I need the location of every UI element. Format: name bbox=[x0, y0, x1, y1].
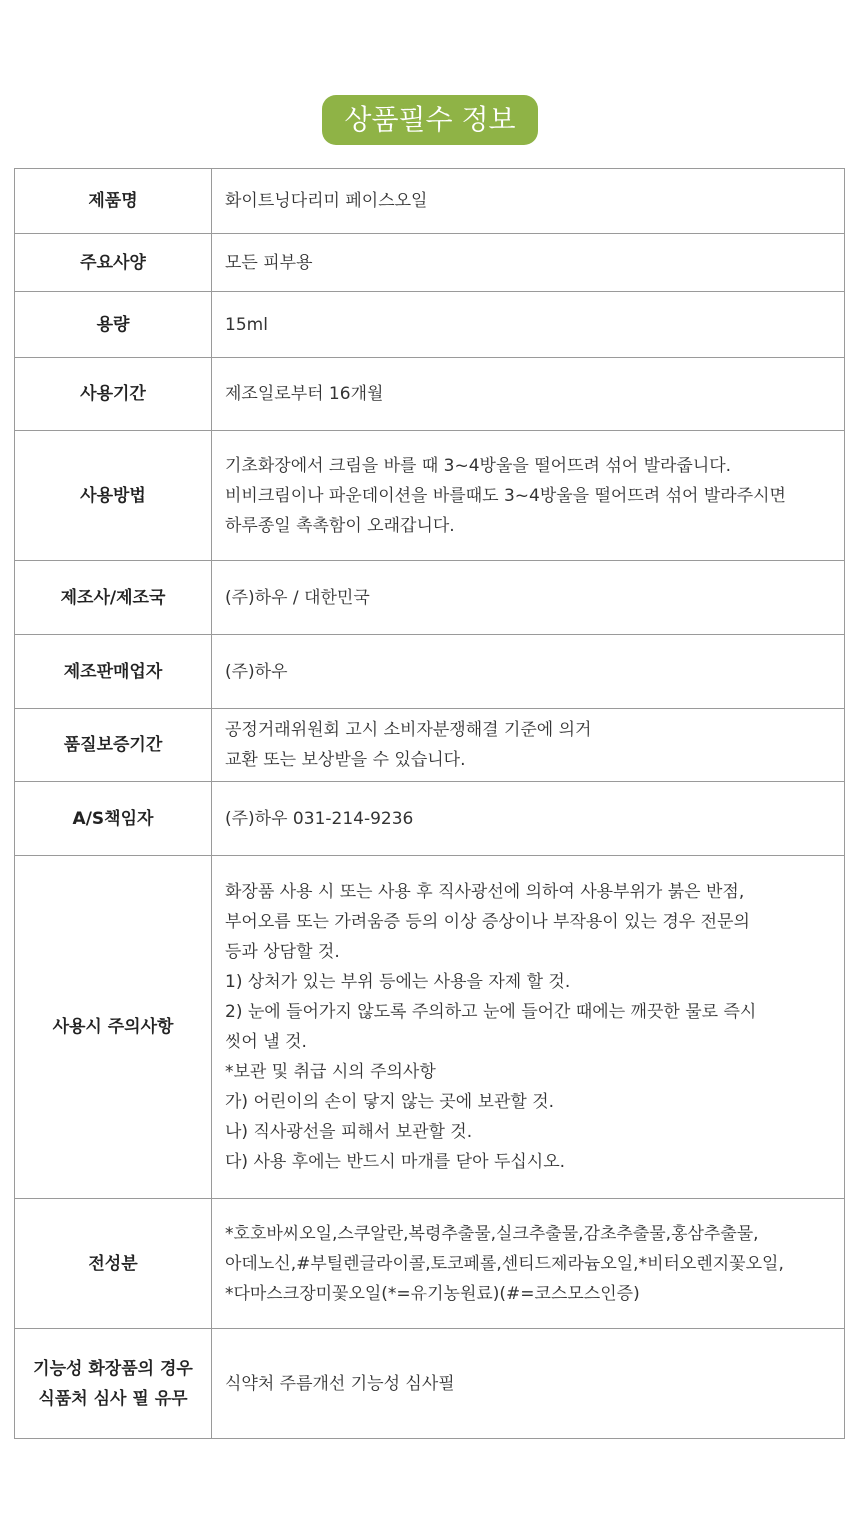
table-row bbox=[15, 1329, 845, 1439]
row-value-line: (주)하우 / 대한민국 bbox=[225, 587, 370, 608]
row-value-line: 모든 피부용 bbox=[225, 252, 313, 273]
row-label bbox=[15, 561, 212, 635]
row-value-line: 공정거래위원회 고시 소비자분쟁해결 기준에 의거 bbox=[225, 720, 592, 740]
row-label-line: 품질보증기간 bbox=[63, 735, 163, 755]
row-value-line: 2) 눈에 들어가지 않도록 주의하고 눈에 들어간 때에는 깨끗한 물로 즉시 bbox=[225, 1002, 757, 1022]
row-label-line: 기능성 화장품의 경우 bbox=[33, 1358, 193, 1379]
table-row bbox=[15, 635, 845, 709]
row-label bbox=[15, 169, 212, 234]
row-label bbox=[15, 234, 212, 292]
row-value-line: 씻어 낼 것. bbox=[225, 1032, 307, 1052]
row-label-line: 식품처 심사 필 유무 bbox=[38, 1388, 188, 1409]
row-label-line: 전성분 bbox=[88, 1253, 138, 1274]
row-label-line: 사용기간 bbox=[80, 384, 146, 404]
row-label bbox=[15, 709, 212, 782]
row-value-line: (주)하우 bbox=[225, 661, 288, 682]
row-label-line: A/S책임자 bbox=[72, 808, 154, 829]
row-label bbox=[15, 1199, 212, 1329]
row-value bbox=[212, 635, 845, 709]
row-value bbox=[212, 431, 845, 561]
row-label bbox=[15, 782, 212, 856]
row-value-line: 비비크림이나 파운데이션을 바를때도 3~4방울을 떨어뜨려 섞어 발라주시면 bbox=[225, 485, 786, 506]
table-row bbox=[15, 431, 845, 561]
row-label bbox=[15, 292, 212, 358]
row-value-line: 15ml bbox=[225, 314, 268, 335]
row-value-line: 다) 사용 후에는 반드시 마개를 닫아 두십시오. bbox=[225, 1152, 566, 1172]
table-row bbox=[15, 782, 845, 856]
row-value bbox=[212, 1199, 845, 1329]
row-label-line: 제품명 bbox=[88, 191, 138, 211]
row-label bbox=[15, 856, 212, 1199]
row-value bbox=[212, 856, 845, 1199]
row-value-line: *호호바씨오일,스쿠알란,복령추출물,실크추출물,감초추출물,홍삼추출물, bbox=[225, 1223, 759, 1244]
row-label-line: 주요사양 bbox=[80, 252, 146, 273]
row-value bbox=[212, 292, 845, 358]
row-value-line: 교환 또는 보상받을 수 있습니다. bbox=[225, 750, 466, 770]
row-label bbox=[15, 358, 212, 431]
row-value-line: 부어오름 또는 가려움증 등의 이상 증상이나 부작용이 있는 경우 전문의 bbox=[225, 912, 750, 932]
row-value bbox=[212, 1329, 845, 1439]
page-title: 상품필수 정보 bbox=[322, 95, 537, 145]
row-value-line: 하루종일 촉촉함이 오래갑니다. bbox=[225, 515, 455, 536]
row-value-line: 아데노신,#부틸렌글라이콜,토코페롤,센티드제라늄오일,*비터오렌지꽃오일, bbox=[225, 1253, 784, 1274]
row-value-line: 식약처 주름개선 기능성 심사필 bbox=[225, 1373, 455, 1394]
title-container bbox=[0, 95, 860, 145]
row-value bbox=[212, 358, 845, 431]
row-value bbox=[212, 709, 845, 782]
table-row bbox=[15, 856, 845, 1199]
row-value bbox=[212, 169, 845, 234]
row-value-line: *다마스크장미꽃오일(*=유기농원료)(#=코스모스인증) bbox=[225, 1283, 640, 1304]
row-label bbox=[15, 635, 212, 709]
row-value-line: 나) 직사광선을 피해서 보관할 것. bbox=[225, 1122, 473, 1142]
row-label-line: 용량 bbox=[96, 314, 130, 335]
row-value-line: 화장품 사용 시 또는 사용 후 직사광선에 의하여 사용부위가 붉은 반점, bbox=[225, 882, 745, 902]
row-value bbox=[212, 561, 845, 635]
row-value-line: 1) 상처가 있는 부위 등에는 사용을 자제 할 것. bbox=[225, 972, 571, 992]
table-row bbox=[15, 234, 845, 292]
row-value-line: 기초화장에서 크림을 바를 때 3~4방울을 떨어뜨려 섞어 발라줍니다. bbox=[225, 455, 732, 476]
row-value bbox=[212, 234, 845, 292]
row-label bbox=[15, 431, 212, 561]
product-info-table bbox=[14, 168, 845, 1439]
table-row bbox=[15, 1199, 845, 1329]
row-label bbox=[15, 1329, 212, 1439]
row-value-line: (주)하우 031-214-9236 bbox=[225, 808, 414, 829]
table-row bbox=[15, 709, 845, 782]
table-row bbox=[15, 358, 845, 431]
row-label-line: 제조판매업자 bbox=[63, 661, 163, 682]
row-label-line: 제조사/제조국 bbox=[60, 587, 166, 608]
row-label-line: 사용시 주의사항 bbox=[52, 1017, 174, 1037]
row-value bbox=[212, 782, 845, 856]
row-value-line: *보관 및 취급 시의 주의사항 bbox=[225, 1062, 436, 1082]
table-row bbox=[15, 561, 845, 635]
row-label-line: 사용방법 bbox=[80, 485, 146, 506]
row-value-line: 제조일로부터 16개월 bbox=[225, 384, 384, 404]
row-value-line: 가) 어린이의 손이 닿지 않는 곳에 보관할 것. bbox=[225, 1092, 555, 1112]
table-row bbox=[15, 169, 845, 234]
row-value-line: 화이트닝다리미 페이스오일 bbox=[225, 191, 428, 211]
table-row bbox=[15, 292, 845, 358]
row-value-line: 등과 상담할 것. bbox=[225, 942, 340, 962]
